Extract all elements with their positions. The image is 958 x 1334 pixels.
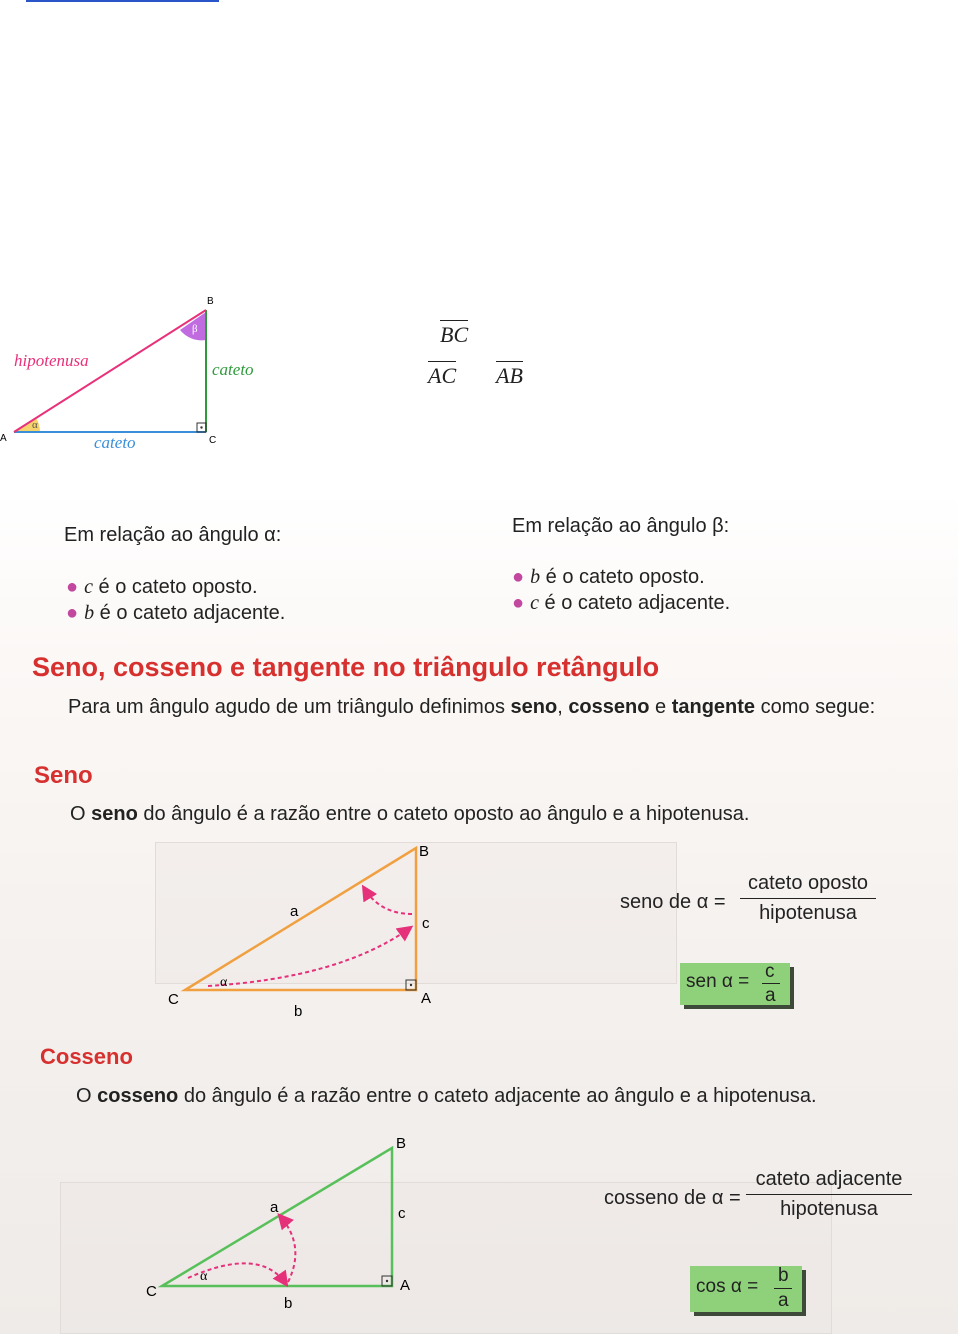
fraction-bar: [746, 1194, 912, 1195]
top-link-underline[interactable]: [26, 0, 219, 2]
seno-side-c: c: [422, 915, 430, 932]
beta-symbol: β: [192, 323, 198, 335]
bullet-icon: ●: [66, 576, 79, 598]
seno-arrow-to-hypotenuse: [364, 888, 412, 914]
seno-numerator: cateto oposto: [747, 872, 869, 894]
hypotenuse-line: [14, 310, 206, 432]
seno-box-num: c: [765, 961, 775, 982]
seno-vertex-a: A: [421, 990, 432, 1007]
vertical-leg-label: cateto: [212, 360, 254, 379]
horizontal-leg-label: cateto: [94, 433, 136, 452]
cosseno-triangle-diagram: [140, 1126, 430, 1316]
seno-side-a: a: [290, 903, 299, 920]
cosseno-vertex-a: A: [400, 1277, 411, 1294]
cosseno-side-a: a: [270, 1199, 279, 1216]
cosseno-right-angle-dot: [386, 1280, 388, 1282]
alpha-relation-title: Em relação ao ângulo α:: [64, 524, 282, 546]
cosseno-alpha: α: [200, 1269, 208, 1284]
cosseno-formula-fraction: [746, 1168, 912, 1221]
vertex-b-label: B: [207, 296, 214, 307]
cosseno-box-num: b: [778, 1265, 789, 1286]
fraction-bar: [740, 898, 876, 899]
cosseno-vertex-b: B: [396, 1135, 407, 1152]
hypotenuse-label: hipotenusa: [14, 351, 89, 370]
seno-right-angle-dot: [410, 984, 412, 986]
cosseno-title: Cosseno: [40, 1044, 133, 1069]
beta-relation-item-1: ● b é o cateto oposto.: [512, 566, 705, 588]
bullet-icon: ●: [512, 592, 525, 614]
cosseno-denominator: hipotenusa: [780, 1198, 878, 1220]
seno-triangle: [185, 848, 416, 990]
seno-side-b: b: [294, 1003, 303, 1020]
fraction-bar: [774, 1288, 792, 1289]
seno-triangle-diagram: [160, 838, 450, 1020]
seno-vertex-c: C: [168, 991, 179, 1008]
segment-ab: AB: [496, 363, 523, 388]
vertex-c-label: C: [209, 435, 217, 446]
fraction-bar: [762, 983, 780, 984]
cosseno-arrow-to-hypotenuse: [280, 1216, 295, 1282]
seno-title: Seno: [34, 762, 93, 789]
seno-box-den: a: [765, 985, 776, 1006]
intro-paragraph: Para um ângulo agudo de um triângulo definimos seno, cosseno e tangente como segue:: [68, 696, 876, 718]
cosseno-box-den: a: [778, 1290, 789, 1311]
seno-vertex-b: B: [419, 843, 430, 860]
cosseno-result-box: [690, 1266, 802, 1312]
cosseno-description: O cosseno do ângulo é a razão entre o cateto adjacente ao ângulo e a hipotenusa.: [76, 1085, 817, 1107]
cosseno-box-lhs: cos α =: [696, 1276, 759, 1297]
bullet-icon: ●: [512, 566, 525, 588]
alpha-relation-item-1: ● c é o cateto oposto.: [66, 576, 258, 598]
seno-formula-fraction: [740, 872, 876, 925]
segment-bc: BC: [440, 322, 469, 347]
seno-description: O seno do ângulo é a razão entre o cateto oposto ao ângulo e a hipotenusa.: [70, 803, 750, 825]
alpha-relation-item-2: ● b é o cateto adjacente.: [66, 602, 286, 624]
alpha-symbol: α: [32, 419, 38, 431]
seno-formula-label: seno de α =: [620, 891, 726, 913]
vertex-a-label: A: [0, 433, 7, 444]
right-angle-dot: [200, 426, 202, 428]
beta-relation-title: Em relação ao ângulo β:: [512, 515, 730, 537]
seno-alpha: α: [220, 975, 228, 990]
cosseno-side-b: b: [284, 1295, 293, 1312]
cosseno-vertex-c: C: [146, 1283, 157, 1300]
beta-relation-item-2: ● c é o cateto adjacente.: [512, 592, 731, 614]
top-triangle-diagram: [0, 290, 280, 460]
bullet-icon: ●: [66, 602, 79, 624]
segment-ac: AC: [428, 363, 457, 388]
cosseno-formula-label: cosseno de α =: [604, 1187, 741, 1209]
seno-denominator: hipotenusa: [759, 902, 857, 924]
cosseno-numerator: cateto adjacente: [755, 1168, 903, 1190]
cosseno-triangle: [162, 1148, 392, 1286]
seno-result-box: [680, 963, 790, 1005]
main-heading: Seno, cosseno e tangente no triângulo retângulo: [32, 652, 660, 682]
cosseno-side-c: c: [398, 1205, 406, 1222]
seno-box-lhs: sen α =: [686, 971, 750, 992]
